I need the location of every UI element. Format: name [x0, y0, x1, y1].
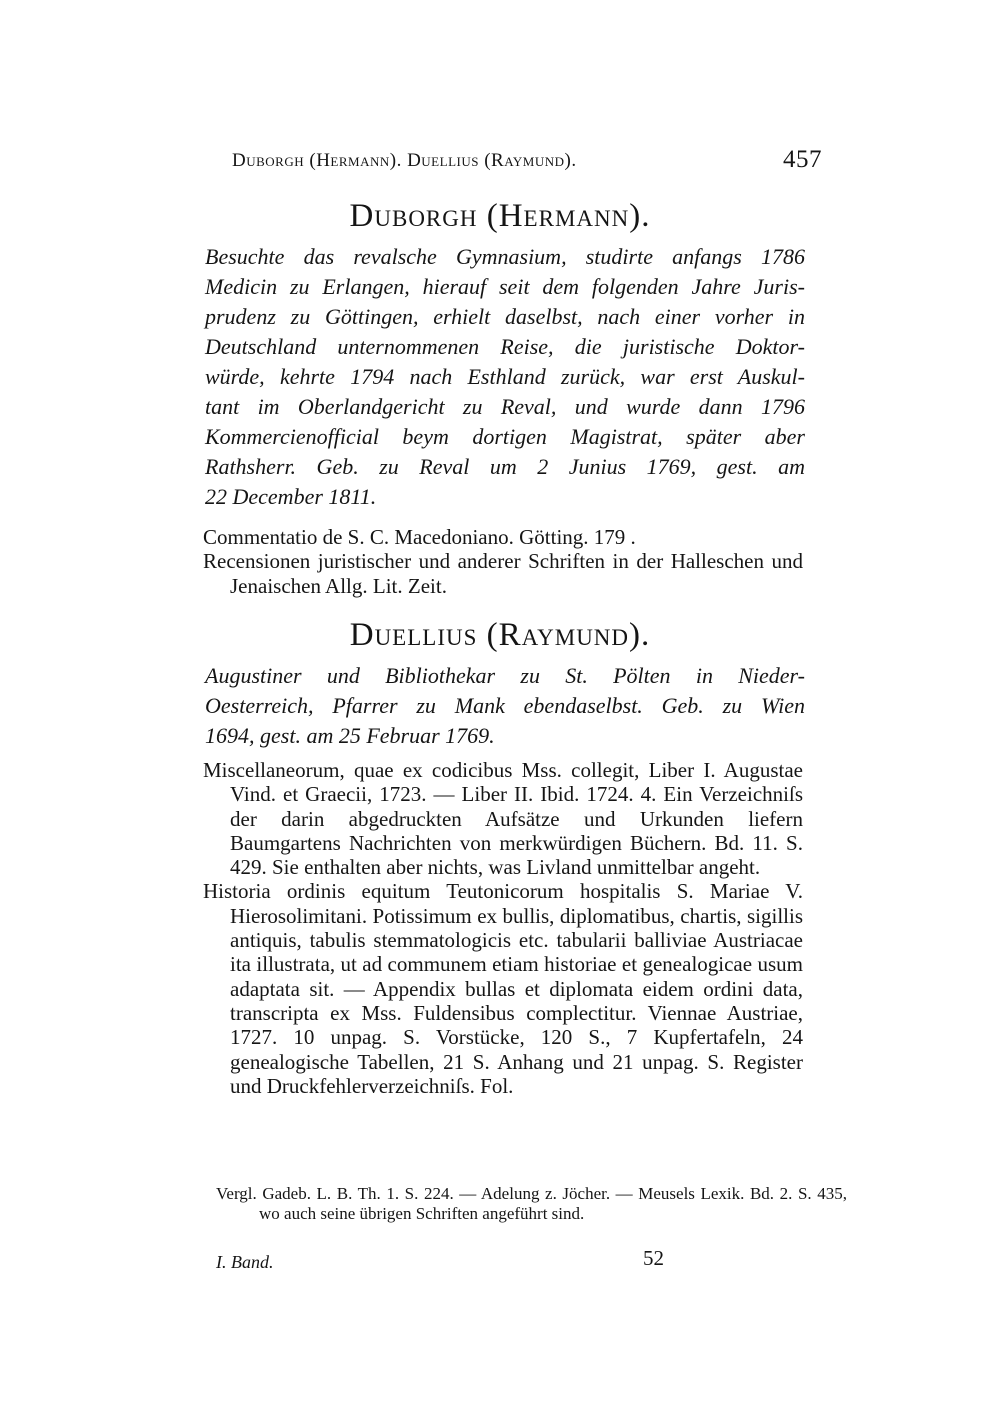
- bio-line: Augustiner und Bibliothekar zu St. Pölten in Nieder-: [205, 663, 805, 688]
- entry-title-duborgh: Duborgh (Hermann).: [349, 198, 651, 234]
- bio-line: prudenz zu Göttingen, erhielt daselbst, nach einer vorher in: [205, 304, 805, 329]
- reference-note: Vergl. Gadeb. L. B. Th. 1. S. 224. — Adelung z. Jöcher. — Meusels Lexik. Bd. 2. S. 435, wo auch seine übrigen Schriften angeführt sind.: [216, 1184, 847, 1223]
- bio-line: Oesterreich, Pfarrer zu Mank ebendaselbst. Geb. zu Wien: [205, 693, 805, 718]
- work-entry: Recensionen juristischer und anderer Schriften in der Halleschen und Jenaischen Allg. Lit. Zeit.: [203, 549, 803, 598]
- signature-mark: 52: [643, 1246, 664, 1270]
- running-head-title: Duborgh (Hermann). Duellius (Raymund).: [232, 150, 577, 171]
- bio-line: Deutschland unternommenen Reise, die juristische Doktor-: [205, 334, 805, 359]
- works-list-duborgh: [203, 525, 803, 598]
- work-entry: Miscellaneorum, quae ex codicibus Mss. collegit, Liber I. Augustae Vind. et Graecii, 1723. — Liber II. Ibid. 1724. 4. Ein Verzeichniſs der darin abgedruckten Aufsätze und Urkunden liefern Baumgartens Nachrichten von merkwürdigen Büchern. Bd. 11. S. 429. Sie enthalten aber nichts, was Livland unmittelbar angeht.: [203, 758, 803, 880]
- volume-label: I. Band.: [216, 1252, 274, 1272]
- bio-line: Rathsherr. Geb. zu Reval um 2 Junius 1769, gest. am: [205, 454, 805, 479]
- bio-line: tant im Oberlandgericht zu Reval, und wurde dann 1796: [205, 394, 805, 419]
- work-entry: Historia ordinis equitum Teutonicorum hospitalis S. Mariae V. Hierosolimitani. Potissimum ex bullis, diplomatibus, chartis, sigillis antiquis, tabulis stemmatologicis etc. tabularii balliviae Austriacae ita illustrata, ut ad communem etiam historiae et genealogicae usum adaptata sit. — Appendix bullas et diplomata eidem ordini data, transcripta ex Mss. Fuldensibus complectitur. Viennae Austriae, 1727. 10 unpag. S. Vorstücke, 120 S., 7 Kupfertafeln, 24 genealogische Tabellen, 21 S. Anhang und 21 unpag. S. Register und Druckfehlerverzeichniſs. Fol.: [203, 879, 803, 1098]
- bio-line: Kommercienofficial beym dortigen Magistrat, später aber: [205, 424, 805, 449]
- bio-line: 22 December 1811.: [205, 484, 377, 509]
- bio-line: 1694, gest. am 25 Februar 1769.: [205, 723, 495, 748]
- running-head: [232, 146, 822, 173]
- bio-line: Medicin zu Erlangen, hierauf seit dem folgenden Jahre Juris-: [205, 274, 805, 299]
- entry-bio-duellius: [205, 661, 805, 751]
- entry-bio-duborgh: [205, 242, 805, 512]
- page-number: 457: [783, 146, 822, 173]
- entry-title-duellius: Duellius (Raymund).: [349, 617, 651, 653]
- work-entry: Commentatio de S. C. Macedoniano. Götting. 179 .: [203, 525, 636, 549]
- works-list-duellius: [203, 758, 803, 1098]
- bio-line: würde, kehrte 1794 nach Esthland zurück, war erst Auskul-: [205, 364, 805, 389]
- bio-line: Besuchte das revalsche Gymnasium, studirte anfangs 1786: [205, 244, 805, 269]
